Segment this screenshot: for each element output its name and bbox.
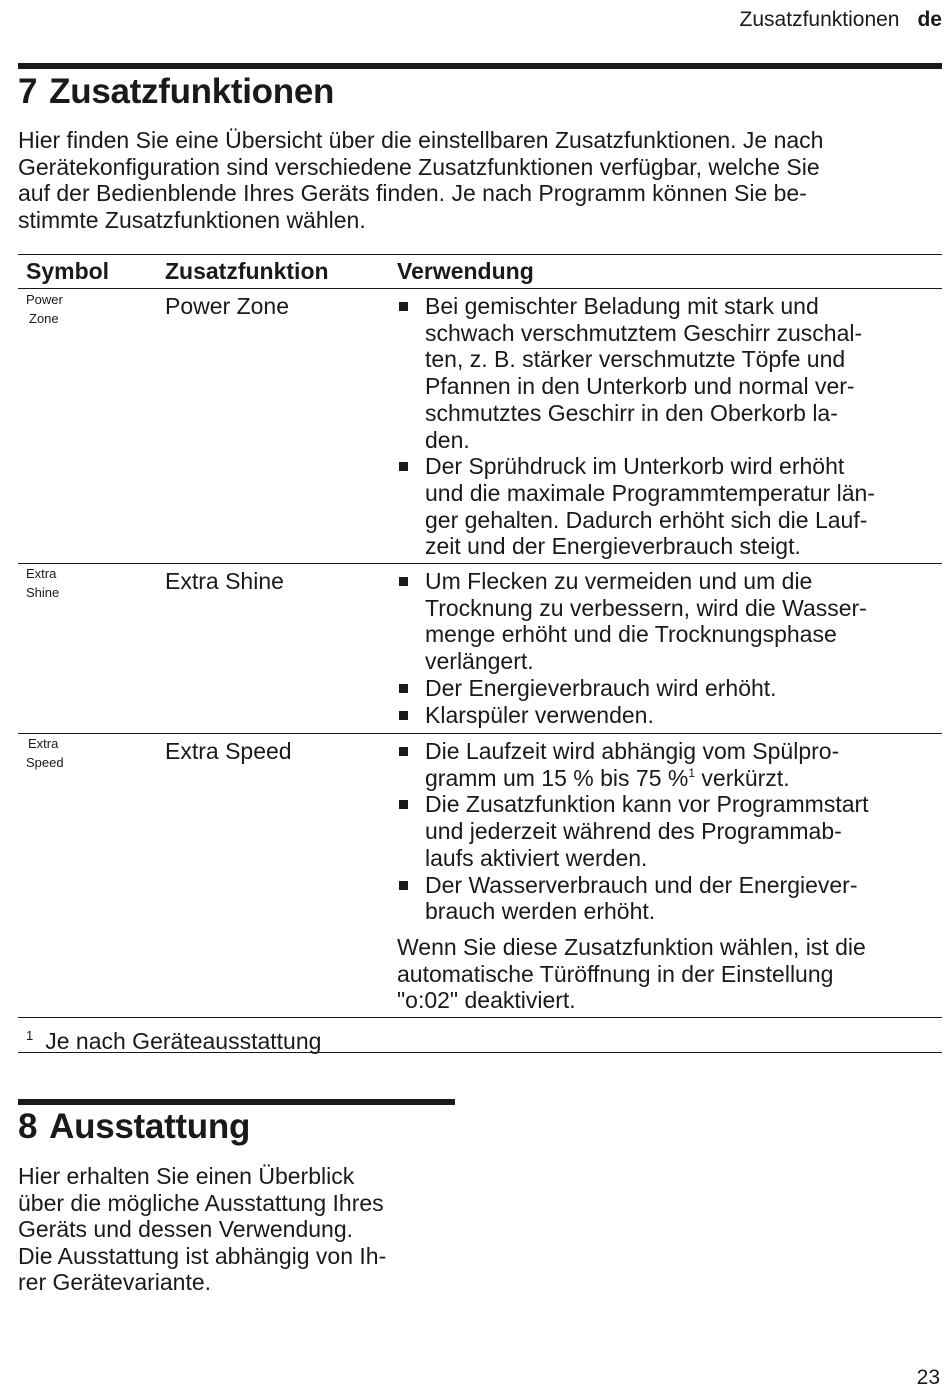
list-item: Klarspüler verwenden.: [397, 702, 942, 729]
table-header-rule: [18, 288, 942, 289]
list-item: Der Energieverbrauch wird erhöht.: [397, 675, 942, 702]
bullet-icon: [399, 711, 408, 720]
bullet-icon: [399, 800, 408, 809]
list-item: Die Zusatzfunktion kann vor Programmstart und jederzeit während des Programmab- laufs aktiviert werden.: [397, 791, 942, 871]
function-name: Power Zone: [165, 293, 290, 319]
list-item: Die Laufzeit wird abhängig vom Spülpro- gramm um 15 % bis 75 %$^1$ verkürzt.: [397, 738, 942, 791]
section-8-heading: [18, 1107, 250, 1147]
section-8-intro: Hier erhalten Sie einen Überblick über die mögliche Ausstattung Ihres Geräts und dessen Verwendung. Die Ausstattung ist abhängig von Ih- rer Gerätevariante.: [18, 1163, 387, 1295]
extra-speed-symbol-icon: Extra Speed: [26, 736, 64, 770]
section-7-heading: [18, 72, 334, 112]
section-8-title: Ausstattung: [49, 1107, 251, 1146]
bullet-icon: [399, 577, 408, 586]
bullet-icon: [399, 462, 408, 471]
column-header-usage: Verwendung: [397, 258, 534, 284]
usage-list: [397, 293, 942, 560]
row-divider: [18, 563, 942, 564]
bullet-icon: [399, 881, 408, 890]
function-name: Extra Speed: [165, 738, 292, 764]
bullet-icon: [399, 747, 408, 756]
section-7-intro: Hier finden Sie eine Übersicht über die einstellbaren Zusatzfunktionen. Je nach Gerätekonfiguration sind verschiedene Zusatzfunktionen verfügbar, welche Sie auf der Bedienblende Ihres Geräts finden. Je nach Programm können Sie be- stimmte Zusatzfunktionen wählen.: [18, 127, 824, 233]
list-item: Der Wasserverbrauch und der Energiever- brauch werden erhöht.: [397, 872, 942, 925]
section-8-rule: [18, 1099, 455, 1105]
row-divider: [18, 733, 942, 734]
bullet-icon: [399, 684, 408, 693]
footnote-rule: [18, 1052, 942, 1053]
section-7-number: 7: [18, 72, 38, 111]
section-7-title: Zusatzfunktionen: [49, 72, 335, 111]
function-name: Extra Shine: [165, 568, 284, 594]
extra-speed-note: Wenn Sie diese Zusatzfunktion wählen, ist die automatische Türöffnung in der Einstellung "o:02" deaktiviert.: [397, 934, 866, 1014]
list-item: Bei gemischter Beladung mit stark und schwach verschmutztem Geschirr zuschal- ten, z. B. stärker verschmutzte Töpfe und Pfannen in den Unterkorb und normal ver- schmutztes Geschirr in den Oberkorb la- den.: [397, 293, 942, 453]
usage-list: [397, 568, 942, 728]
running-header: [740, 6, 942, 34]
list-item: Der Sprühdruck im Unterkorb wird erhöht und die maximale Programmtemperatur län- ger gehalten. Dadurch erhöht sich die Lauf- zeit und der Energieverbrauch steigt.: [397, 453, 942, 560]
section-7-rule: [18, 63, 942, 69]
language-code: de: [917, 8, 942, 31]
footnote-reference: 1: [688, 765, 696, 780]
usage-list: [397, 738, 942, 925]
list-item: Um Flecken zu vermeiden und um die Trocknung zu verbessern, wird die Wasser- menge erhöht und die Trocknungsphase verlängert.: [397, 568, 942, 675]
column-header-function: Zusatzfunktion: [165, 258, 329, 284]
table-bottom-rule: [18, 1017, 942, 1018]
table-top-rule: [18, 254, 942, 255]
footnote-text: Je nach Geräteausstattung: [45, 1028, 322, 1054]
column-header-symbol: Symbol: [26, 258, 110, 284]
extra-shine-symbol-icon: Extra Shine: [26, 566, 60, 600]
running-header-section: Zusatzfunktionen: [739, 8, 900, 31]
page-number: 23: [916, 1366, 940, 1389]
bullet-icon: [399, 302, 408, 311]
footnote-mark: 1: [26, 1028, 34, 1043]
table-footnote: [26, 1022, 321, 1055]
power-zone-symbol-icon: Power Zone: [26, 292, 63, 326]
section-8-number: 8: [18, 1107, 38, 1146]
